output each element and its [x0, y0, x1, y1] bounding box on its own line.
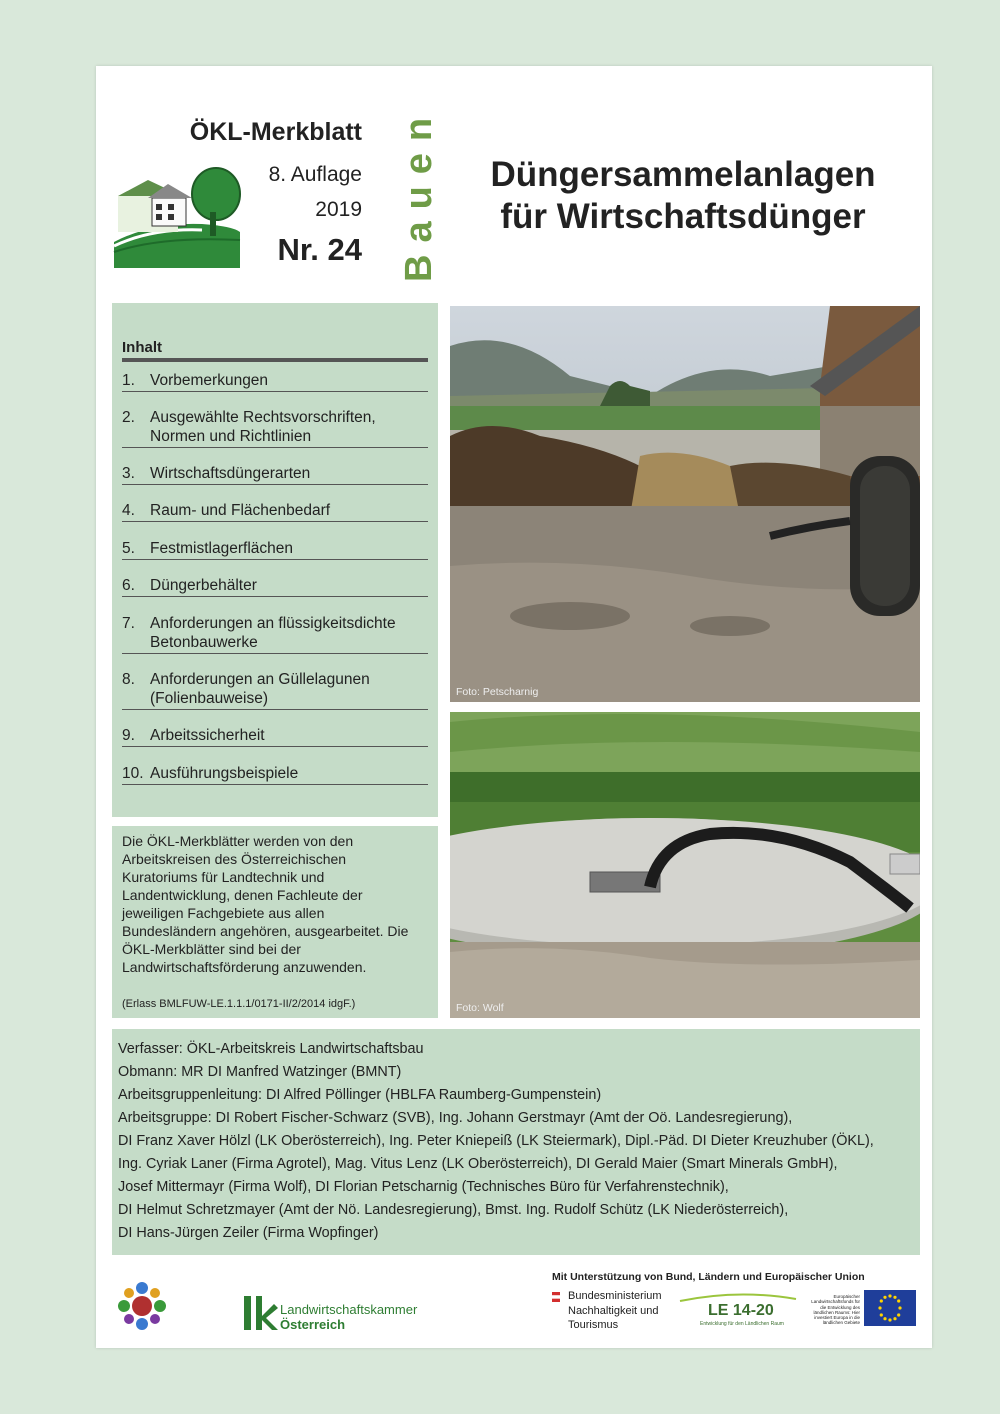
toc-item-number: 7. — [122, 615, 135, 632]
photo-slurry-tank — [450, 712, 920, 1018]
category-vertical — [394, 105, 440, 284]
toc-item-number: 8. — [122, 671, 135, 688]
toc-item-number: 3. — [122, 465, 135, 482]
title-line-1: Düngersammelanlagen — [490, 155, 876, 194]
author-line: DI Franz Xaver Hölzl (LK Oberösterreich), Ing. Peter Kniepeiß (LK Steiermark), Dipl.-Päd. DI Dieter Kreuzhuber (ÖKL), — [118, 1133, 874, 1149]
toc-item-text: Ausführungsbeispiele — [150, 765, 299, 782]
toc-item[interactable] — [122, 371, 428, 392]
cover-page — [96, 66, 932, 1348]
support-statement: Mit Unterstützung von Bund, Ländern und Europäischer Union — [552, 1271, 865, 1283]
toc-item-text: Düngerbehälter — [150, 577, 257, 594]
photo-manure-storage — [450, 306, 920, 702]
toc-item-text: Anforderungen an Güllelagunen (Folienbauweise) — [150, 671, 370, 707]
note-text: Die ÖKL-Merkblätter werden von den Arbeitskreisen des Österreichischen Kuratoriums für Landtechnik und Landentwicklung, denen Fachleute der jeweiligen Fachgebiete aus allen Bundesländern angehören, ausgearbeitet. Die ÖKL-Merkblätter sind bei der Landwirtschaftsförderung anzuwenden. — [122, 833, 409, 975]
toc-item-number: 2. — [122, 409, 135, 426]
toc-item-number: 1. — [122, 372, 135, 389]
info-note — [112, 826, 438, 1018]
author-line: DI Hans-Jürgen Zeiler (Firma Wopfinger) — [118, 1225, 379, 1241]
authors-panel — [112, 1029, 920, 1255]
author-line: Verfasser: ÖKL-Arbeitskreis Landwirtschaftsbau — [118, 1041, 424, 1057]
author-line: Arbeitsgruppe: DI Robert Fischer-Schwarz (SVB), Ing. Johann Gerstmayr (Amt der Oö. Landesregierung), — [118, 1110, 793, 1126]
ministry-line3: Tourismus — [568, 1319, 619, 1331]
photo1-credit: Foto: Petscharnig — [456, 686, 539, 698]
edition-label: 8. Auflage — [268, 163, 362, 186]
ministry-line2: Nachhaltigkeit und — [568, 1305, 659, 1317]
eu-fund-text: Europäischer Landwirtschaftsfonds für die Entwicklung des ländlichen Raums: Hier investiert Europa in die ländlichen Gebiete — [811, 1294, 860, 1326]
author-line: Josef Mittermayr (Firma Wolf), DI Florian Petscharnig (Technisches Büro für Verfahrenstechnik), — [118, 1179, 729, 1195]
sheet-number: Nr. 24 — [277, 232, 362, 267]
le-subtitle: Entwicklung für den Ländlichen Raum — [700, 1321, 784, 1327]
photo2-credit: Foto: Wolf — [456, 1002, 504, 1014]
toc-divider — [122, 358, 428, 362]
toc-item[interactable] — [122, 614, 428, 654]
table-of-contents — [112, 303, 438, 817]
note-reference: (Erlass BMLFUW-LE.1.1.1/0171-II/2/2014 idgF.) — [122, 998, 356, 1010]
author-line: DI Helmut Schretzmayer (Amt der Nö. Landesregierung), Bmst. Ing. Rudolf Schütz (LK Niederösterreich), — [118, 1202, 789, 1218]
toc-item-number: 9. — [122, 727, 135, 744]
title-line-2: für Wirtschaftsdünger — [500, 197, 866, 236]
austria-flag-icon — [552, 1292, 560, 1302]
toc-item[interactable] — [122, 408, 428, 448]
author-line: Arbeitsgruppenleitung: DI Alfred Pöllinger (HBLFA Raumberg-Gumpenstein) — [118, 1087, 602, 1103]
toc-item-text: Vorbemerkungen — [150, 372, 269, 389]
toc-item[interactable] — [122, 764, 428, 785]
toc-item-text: Arbeitssicherheit — [150, 727, 265, 744]
manure-storage-illustration — [450, 306, 920, 702]
lk-logo-icon — [242, 1294, 278, 1332]
year-label: 2019 — [315, 198, 362, 221]
toc-item[interactable] — [122, 726, 428, 747]
page-title — [458, 154, 908, 238]
series-label: ÖKL-Merkblatt — [189, 118, 362, 146]
category-label: Bauen — [398, 105, 440, 282]
toc-item-number: 6. — [122, 577, 135, 594]
toc-heading: Inhalt — [122, 339, 162, 356]
eu-flag-icon — [864, 1290, 916, 1326]
slurry-tank-illustration — [450, 712, 920, 1018]
author-line: Ing. Cyriak Laner (Firma Agrotel), Mag. Vitus Lenz (LK Oberösterreich), DI Gerald Maier (Smart Minerals GmbH), — [118, 1156, 838, 1172]
toc-item[interactable] — [122, 464, 428, 485]
toc-item-number: 5. — [122, 540, 135, 557]
author-line: Obmann: MR DI Manfred Watzinger (BMNT) — [118, 1064, 402, 1080]
flower-logo-icon — [114, 1278, 170, 1334]
toc-item-text: Festmistlagerflächen — [150, 540, 294, 557]
toc-item[interactable] — [122, 576, 428, 597]
toc-item-text: Anforderungen an flüssigkeitsdichte Betonbauwerke — [150, 615, 396, 651]
toc-item[interactable] — [122, 670, 428, 710]
toc-item-number: 10. — [122, 765, 144, 782]
lk-name-line1: Landwirtschaftskammer — [280, 1302, 418, 1317]
toc-item[interactable] — [122, 539, 428, 560]
lk-name-line2: Österreich — [280, 1317, 346, 1332]
toc-item[interactable] — [122, 501, 428, 522]
ministry-line1: Bundesministerium — [568, 1290, 662, 1302]
toc-item-text: Wirtschaftsdüngerarten — [150, 465, 311, 482]
toc-item-number: 4. — [122, 502, 135, 519]
toc-item-text: Ausgewählte Rechtsvorschriften, Normen und Richtlinien — [150, 409, 376, 445]
le-label: LE 14-20 — [708, 1302, 774, 1319]
toc-item-text: Raum- und Flächenbedarf — [150, 502, 331, 519]
